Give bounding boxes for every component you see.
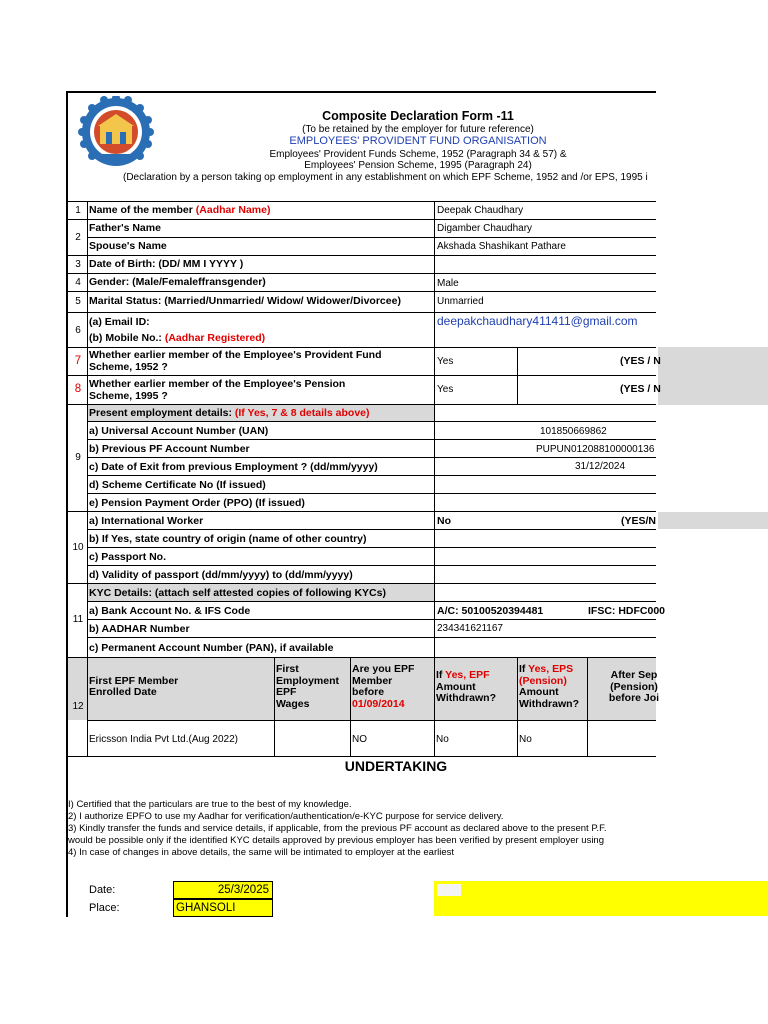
email-label: (a) Email ID:	[89, 316, 150, 328]
date-exit-label: c) Date of Exit from previous Employment ? (dd/mm/yyyy)	[89, 461, 378, 473]
undertaking-line-3: 3) Kindly transfer the funds and service details, if applicable, from the previous PF account as declared above to the present P.F.	[68, 823, 607, 834]
date-value[interactable]: 25/3/2025	[173, 881, 273, 899]
grid-vline	[434, 201, 435, 657]
grid-line	[68, 404, 656, 405]
father-name-label: Father's Name	[89, 222, 161, 234]
eps-member-option: (YES / N	[620, 383, 661, 395]
intl-worker-value[interactable]: No	[437, 515, 451, 527]
eps-withdrawn-header: If Yes, EPS (Pension) Amount Withdrawn?	[519, 663, 579, 710]
row-number: 6	[75, 325, 81, 336]
eps-withdrawn-value[interactable]: No	[519, 734, 532, 745]
eps-member-label-1: Whether earlier member of the Employee's Pension	[89, 378, 346, 390]
eps-member-value[interactable]: Yes	[437, 384, 454, 395]
grid-line	[68, 291, 656, 292]
present-employment-heading: Present employment details: (If Yes, 7 & 8 details above)	[89, 407, 370, 419]
row-number: 10	[72, 542, 84, 553]
top-border	[66, 91, 656, 93]
grid-line	[88, 457, 656, 458]
gender-value[interactable]: Male	[437, 278, 459, 289]
grid-line	[68, 347, 656, 348]
undertaking-line-1: I) Certified that the particulars are true to the best of my knowledge.	[68, 799, 352, 810]
dob-label: Date of Birth: (DD/ MM I YYYY )	[89, 258, 244, 270]
row-number: 4	[75, 277, 81, 288]
intl-worker-option: (YES/N	[621, 515, 657, 527]
first-epf-member-value[interactable]: Ericsson India Pvt Ltd.(Aug 2022)	[89, 734, 238, 745]
undertaking-title: UNDERTAKING	[344, 758, 448, 774]
mobile-label: (b) Mobile No.: (Aadhar Registered)	[89, 332, 266, 344]
grid-line	[88, 439, 656, 440]
bank-account-label: a) Bank Account No. & IFS Code	[89, 605, 251, 617]
org-name: EMPLOYEES' PROVIDENT FUND ORGANISATION	[289, 135, 547, 147]
undertaking-line-5: 4) In case of changes in above details, the same will be intimated to employer at the earliest	[68, 847, 455, 858]
undertaking-line-2: 2) I authorize EPFO to use my Aadhar for verification/authentication/e-KYC purpose for service delivery.	[68, 811, 504, 822]
grid-line	[68, 756, 656, 757]
place-value[interactable]: GHANSOLI	[173, 899, 273, 917]
grid-line	[68, 219, 656, 220]
grid-line	[68, 511, 656, 512]
grid-line	[88, 601, 656, 602]
email-value[interactable]: deepakchaudhary411411@gmail.com	[437, 314, 638, 328]
grid-line	[88, 619, 656, 620]
undertaking-line-4: would be possible only if the identified KYC details approved by previous employer has been verified by present employer using	[68, 835, 605, 846]
row-number: 9	[75, 452, 81, 463]
grid-line	[68, 201, 656, 202]
epf-before-2014-header: Are you EPF Member before 01/09/2014	[352, 663, 415, 710]
ifsc-value[interactable]: IFSC: HDFC000	[588, 605, 666, 617]
epf-withdrawn-value[interactable]: No	[436, 734, 449, 745]
member-name-value[interactable]: Deepak Chaudhary	[437, 205, 524, 216]
kyc-heading: KYC Details: (attach self attested copies of following KYCs)	[89, 587, 386, 599]
country-origin-label: b) If Yes, state country of origin (name of other country)	[89, 533, 367, 545]
grid-vline	[517, 347, 518, 405]
grid-line	[88, 720, 656, 721]
form-subtitle: (To be retained by the employer for future reference)	[302, 124, 534, 135]
ppo-label: e) Pension Payment Order (PPO) (If issued)	[89, 497, 305, 509]
row-number: 5	[75, 296, 81, 307]
row-number: 12	[72, 701, 84, 712]
grid-line	[68, 583, 656, 584]
marital-status-label: Marital Status: (Married/Unmarried/ Widow/ Widower/Divorcee)	[89, 295, 401, 307]
prev-pf-label: b) Previous PF Account Number	[89, 443, 250, 455]
spouse-name-value[interactable]: Akshada Shashikant Pathare	[437, 241, 566, 252]
grid-vline	[274, 657, 275, 756]
grid-vline	[434, 657, 435, 756]
scheme-line-2: Employees' Pension Scheme, 1995 (Paragraph 24)	[304, 160, 532, 171]
side-gray-box	[658, 347, 768, 405]
form-title: Composite Declaration Form -11	[322, 109, 514, 123]
first-employment-wages-header: First Employment EPF Wages	[276, 663, 340, 710]
epf-member-option: (YES / N	[620, 355, 661, 367]
grid-line	[68, 273, 656, 274]
grid-line	[68, 657, 656, 658]
date-exit-value[interactable]: 31/12/2024	[575, 461, 626, 472]
gender-label: Gender: (Male/Femaleffransgender)	[89, 276, 266, 288]
date-label: Date:	[89, 884, 116, 896]
spouse-name-label: Spouse's Name	[89, 240, 167, 252]
marital-status-value[interactable]: Unmarried	[437, 296, 484, 307]
grid-vline	[517, 657, 518, 756]
first-epf-member-header: First EPF Member Enrolled Date	[89, 675, 179, 698]
row-number: 8	[74, 383, 82, 395]
passport-label: c) Passport No.	[89, 551, 167, 563]
scheme-line-1: Employees' Provident Funds Scheme, 1952 (Paragraph 34 & 57) &	[269, 149, 567, 160]
epf-member-value[interactable]: Yes	[437, 356, 454, 367]
epf-before-2014-value[interactable]: NO	[352, 734, 367, 745]
grid-line	[88, 421, 656, 422]
grid-vline	[350, 657, 351, 756]
grid-vline	[587, 657, 588, 756]
declaration-line: (Declaration by a person taking op employment in any establishment on which EPF Scheme, 1952 and /or EPS, 1995 i	[123, 172, 648, 183]
epf-member-label-1: Whether earlier member of the Employee's Provident Fund	[89, 349, 382, 361]
uan-label: a) Universal Account Number (UAN)	[89, 425, 269, 437]
grid-line	[68, 255, 656, 256]
row-number: 3	[75, 259, 81, 270]
passport-validity-label: d) Validity of passport (dd/mm/yyyy) to (dd/mm/yyyy)	[89, 569, 353, 581]
grid-line	[88, 637, 656, 638]
side-gray-box-2	[658, 512, 768, 529]
row-number: 11	[72, 614, 84, 625]
grid-line	[88, 565, 656, 566]
place-label: Place:	[89, 902, 120, 914]
father-name-value[interactable]: Digamber Chaudhary	[437, 223, 533, 234]
grid-line	[88, 529, 656, 530]
row-number: 7	[74, 355, 82, 367]
signature-box[interactable]	[434, 881, 768, 916]
grid-line	[88, 547, 656, 548]
member-name-label: Name of the member (Aadhar Name)	[89, 204, 271, 216]
grid-line	[68, 375, 656, 376]
signature-thumbnail	[437, 884, 461, 896]
pan-label: c) Permanent Account Number (PAN), if available	[89, 642, 334, 654]
grid-line	[88, 475, 656, 476]
bank-account-value[interactable]: A/C: 50100520394481	[437, 605, 544, 617]
prev-pf-value[interactable]: PUPUN012088100000136	[536, 444, 655, 455]
grid-line	[88, 493, 656, 494]
uan-value[interactable]: 101850669862	[540, 426, 607, 437]
row-number: 2	[75, 232, 81, 243]
epf-withdrawn-header: If Yes, EPF Amount Withdrawn?	[436, 669, 496, 704]
scheme-cert-label: d) Scheme Certificate No (If issued)	[89, 479, 266, 491]
row-number: 1	[75, 205, 81, 216]
grid-line	[88, 237, 656, 238]
intl-worker-label: a) International Worker	[89, 515, 204, 527]
aadhar-label: b) AADHAR Number	[89, 623, 190, 635]
after-sep-header: After Sep (Pension) before Joi	[608, 669, 660, 704]
aadhar-value[interactable]: 234341621167	[437, 623, 503, 634]
grid-line	[68, 312, 656, 313]
epf-member-label-2: Scheme, 1952 ?	[89, 361, 168, 373]
eps-member-label-2: Scheme, 1995 ?	[89, 390, 168, 402]
